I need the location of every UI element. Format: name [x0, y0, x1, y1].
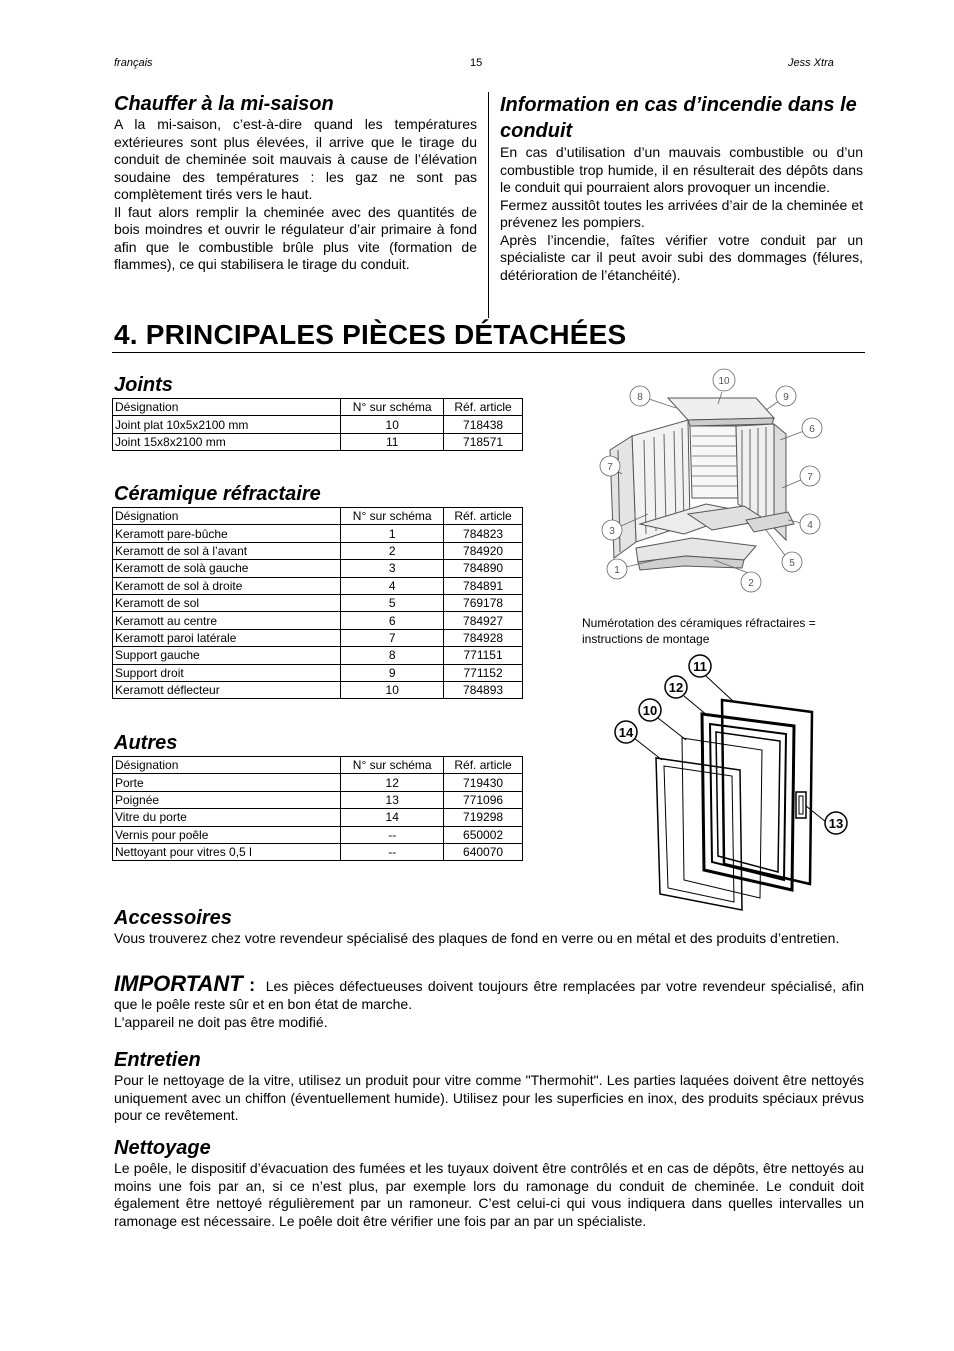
diagram-label: 11: [693, 659, 707, 674]
important-label: IMPORTANT: [114, 971, 243, 996]
table-row: [113, 664, 523, 681]
section-title-joints: Joints: [114, 374, 173, 396]
table-cell: Keramott au centre: [113, 612, 341, 629]
table-row: [113, 433, 523, 450]
header-language: français: [114, 57, 153, 69]
page-number: 15: [470, 57, 483, 69]
table-header: N° sur schéma: [341, 757, 444, 774]
table-cell: 1: [341, 525, 444, 542]
table-row: [113, 774, 523, 791]
table-row: [113, 560, 523, 577]
table-cell: Keramott de solà gauche: [113, 560, 341, 577]
diagram-label: 7: [807, 472, 813, 483]
table-cell: 784928: [444, 629, 523, 646]
table-row: [113, 542, 523, 559]
table-cell: 9: [341, 664, 444, 681]
diagram-label: 7: [607, 462, 613, 473]
table-row: [113, 629, 523, 646]
table-cell: 4: [341, 577, 444, 594]
column-divider: [488, 92, 489, 318]
table-row: [113, 843, 523, 860]
table-header: Réf. article: [444, 757, 523, 774]
table-row: [113, 577, 523, 594]
section-nettoyage: [114, 1136, 864, 1230]
important-text: Les pièces défectueuses doivent toujours être remplacées par votre revendeur spécialisé, afin que le poêle reste sûr et en bon état de marche.: [114, 978, 865, 1012]
diagram-label: 13: [828, 816, 844, 831]
table-cell: Porte: [113, 774, 341, 791]
table-cell: 640070: [444, 843, 523, 860]
paragraph: Vous trouverez chez votre revendeur spécialisé des plaques de fond en verre ou en métal et des produits d’entretien.: [114, 930, 840, 946]
table-cell: 784893: [444, 681, 523, 698]
table-cell: Joint plat 10x5x2100 mm: [113, 416, 341, 433]
table-header: N° sur schéma: [341, 508, 444, 525]
table-header-row: [113, 399, 523, 416]
paragraph: Il faut alors remplir la cheminée avec des quantités de bois moindres et ouvrir le régulateur d’air primaire à fond afin que le combustible brûle plus vite (formation de flammes), ce qui stabilisera le tirage du conduit.: [114, 203, 477, 272]
section-title-chauffer: Chauffer à la mi-saison: [114, 93, 334, 115]
table-row: [113, 647, 523, 664]
chapter-rule: [112, 352, 865, 353]
joints-table: [112, 398, 523, 451]
table-cell: 8: [341, 647, 444, 664]
table-cell: 14: [341, 809, 444, 826]
table-cell: 718571: [444, 433, 523, 450]
section-incendie: [500, 92, 863, 284]
chapter-number: 4.: [114, 319, 138, 350]
table-cell: 771152: [444, 664, 523, 681]
table-cell: Vernis pour poêle: [113, 826, 341, 843]
chapter-title: PRINCIPALES PIÈCES DÉTACHÉES: [145, 319, 627, 350]
diagram-label: 1: [614, 565, 620, 576]
table-cell: Joint 15x8x2100 mm: [113, 433, 341, 450]
table-cell: 650002: [444, 826, 523, 843]
autres-table: [112, 756, 523, 861]
table-row: [113, 791, 523, 808]
door-exploded-diagram: [612, 654, 856, 912]
table-row: [113, 612, 523, 629]
chapter-heading: [114, 318, 626, 352]
diagram-label: 5: [789, 558, 795, 569]
section-chauffer: [114, 92, 477, 274]
diagram-label: 14: [618, 725, 634, 740]
paragraph: En cas d’utilisation d’un mauvais combustible ou d’un combustible trop humide, il en résulterait des dépôts dans le conduit qui pourraient alors provoquer un incendie.: [500, 144, 863, 195]
table-header: Désignation: [113, 757, 341, 774]
table-cell: Support droit: [113, 664, 341, 681]
section-title-incendie: Information en cas d’incendie dans le conduit: [500, 94, 857, 142]
table-cell: 719430: [444, 774, 523, 791]
ceramics-exploded-diagram: [596, 364, 828, 600]
table-cell: 784891: [444, 577, 523, 594]
table-cell: 11: [341, 433, 444, 450]
table-cell: Nettoyant pour vitres 0,5 l: [113, 843, 341, 860]
diagram-label: 8: [637, 392, 643, 403]
table-cell: 12: [341, 774, 444, 791]
table-header: N° sur schéma: [341, 399, 444, 416]
paragraph: L'appareil ne doit pas être modifié.: [114, 1014, 328, 1030]
table-cell: 769178: [444, 594, 523, 611]
table-cell: Keramott de sol à l’avant: [113, 542, 341, 559]
table-cell: 13: [341, 791, 444, 808]
table-cell: 2: [341, 542, 444, 559]
table-row: [113, 681, 523, 698]
table-cell: Keramott de sol: [113, 594, 341, 611]
diagram-label: 2: [748, 578, 754, 589]
table-cell: Keramott déflecteur: [113, 681, 341, 698]
section-title-entretien: Entretien: [114, 1049, 201, 1071]
table-cell: 10: [341, 416, 444, 433]
table-header: Réf. article: [444, 508, 523, 525]
table-header-row: [113, 508, 523, 525]
table-cell: Poignée: [113, 791, 341, 808]
table-cell: 5: [341, 594, 444, 611]
diagram-label: 10: [718, 376, 730, 387]
table-cell: 6: [341, 612, 444, 629]
table-cell: 718438: [444, 416, 523, 433]
diagram-label: 12: [668, 680, 684, 695]
table-row: [113, 416, 523, 433]
table-cell: Vitre du porte: [113, 809, 341, 826]
ceramique-table: [112, 507, 523, 699]
section-accessoires: [114, 906, 864, 948]
table-cell: --: [341, 843, 444, 860]
section-title-ceramique: Céramique réfractaire: [114, 483, 321, 505]
header-product: Jess Xtra: [788, 57, 834, 69]
paragraph: Pour le nettoyage de la vitre, utilisez un produit pour vitre comme "Thermohit". Les parties laquées doivent être nettoyés uniquement avec un chiffon (éventuellement humide). Utilisez pour les superficies en inox, des produits spéciaux prévus pour ce revêtement.: [114, 1072, 864, 1123]
table-cell: 3: [341, 560, 444, 577]
table-row: [113, 809, 523, 826]
important-colon: :: [242, 975, 256, 995]
diagram-label: 9: [783, 392, 789, 403]
paragraph: Fermez aussitôt toutes les arrivées d’air de la cheminée et prévenez les pompiers.: [500, 196, 863, 230]
table-header: Réf. article: [444, 399, 523, 416]
section-title-autres: Autres: [114, 732, 178, 754]
table-header: Désignation: [113, 399, 341, 416]
table-header-row: [113, 757, 523, 774]
table-header: Désignation: [113, 508, 341, 525]
diagram-label: 10: [642, 703, 658, 718]
table-cell: Keramott paroi latérale: [113, 629, 341, 646]
table-cell: --: [341, 826, 444, 843]
diagram-label: 6: [809, 424, 815, 435]
table-cell: 784920: [444, 542, 523, 559]
table-cell: 784823: [444, 525, 523, 542]
table-cell: Keramott pare-bûche: [113, 525, 341, 542]
table-row: [113, 525, 523, 542]
paragraph: A la mi-saison, c’est-à-dire quand les températures extérieures sont plus élevées, il arrive que le tirage du conduit de cheminée soit mauvais à cause de l’élévation soudaine des températures : les gaz ne sont pas complètement tirés vers le haut.: [114, 116, 477, 202]
table-cell: 784890: [444, 560, 523, 577]
table-cell: 771096: [444, 791, 523, 808]
paragraph: Après l’incendie, faîtes vérifier votre conduit par un spécialiste car il peut avoir subi des dommages (félures, détérioration de l’étanchéité).: [500, 231, 863, 283]
section-title-accessoires: Accessoires: [114, 907, 232, 929]
table-cell: Keramott de sol à droite: [113, 577, 341, 594]
diagram-label: 3: [609, 526, 615, 537]
section-important: [114, 971, 865, 1031]
section-entretien: [114, 1048, 864, 1125]
important-paragraph: [114, 971, 865, 1013]
table-row: [113, 826, 523, 843]
section-title-nettoyage: Nettoyage: [114, 1137, 211, 1159]
table-cell: 719298: [444, 809, 523, 826]
table-row: [113, 594, 523, 611]
table-cell: 771151: [444, 647, 523, 664]
table-cell: 10: [341, 681, 444, 698]
table-cell: 7: [341, 629, 444, 646]
figure-caption: Numérotation des céramiques réfractaires = instructions de montage: [582, 616, 816, 646]
table-cell: Support gauche: [113, 647, 341, 664]
table-cell: 784927: [444, 612, 523, 629]
paragraph: Le poêle, le dispositif d’évacuation des fumées et les tuyaux doivent être contrôlés et en cas de dépôts, être nettoyés au moins une fois par an, si ce n’est plus, par exemple lors du ramonage du conduit de cheminée. Le conduit doit également être nettoyé régulièrement par un ramoneur. C’est celui-ci qui vous indiquera dans quelles intervalles un ramonage est nécessaire. Le poêle doit être vérifier une fois par an par un spécialiste.: [114, 1160, 864, 1229]
diagram-label: 4: [807, 520, 813, 531]
